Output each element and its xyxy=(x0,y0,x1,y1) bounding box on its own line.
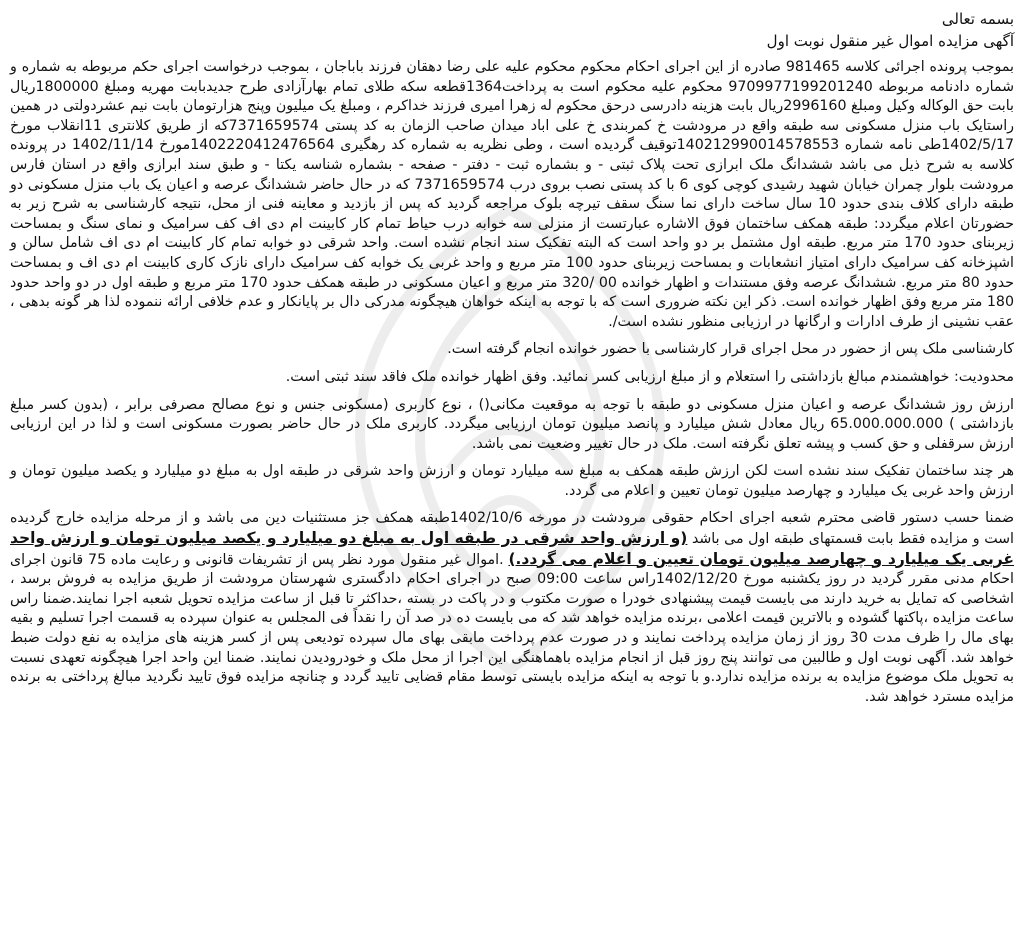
auction-terms-underlined: (و ارزش واحد شرقی در طبقه اول به مبلغ دو میلیارد و یکصد میلیون تومان و ارزش واحد غربی یک میلیارد و چهارصد میلیون تومان تعیین و اعلام می گردد.) xyxy=(10,529,1014,568)
auction-terms-paragraph xyxy=(10,509,1014,707)
expert-visit-paragraph: کارشناسی ملک پس از حضور در محل اجرای قرار کارشناسی با حضور خوانده انجام گرفته است. xyxy=(447,341,1014,358)
case-details-paragraph: بموجب پرونده اجرائی کلاسه 981465 صادره از این اجرای احکام محکوم محکوم علیه علی رضا دهقان فرزند باباجان ، بموجب درخواست اجرای حکم مربوطه به شماره و شماره دادنامه مربوطه 9709977199201240 محکوم علیه محکوم است به پرداخت1364قطعه سکه طلای تمام بهارآزادی طرح جدیدبابت مهریه ومبلغ 1800000ریال بابت حق الوکاله وکیل ومبلغ 2996160ریال بابت هزینه دادرسی درحق محکوم له زهرا امیری فرزند خداکرم ، ومبلغ یک میلیون وپنج هزارتومان بابت نیم عشردولتی در همین راستایک باب منزل مسکونی سه طبقه واقع در مرودشت خ کمربندی خ علی اباد میدان صاحب الزمان به کد پستی 7371659574که از طریق کلانتری 11انقلاب مورخ 1402/5/17طی نامه شماره 140212990014578553توقیف گردیده است ، وطی نظریه به شماره کد رهگیری 140222041247656‌4مورخ 1402/11/14 در پرونده کلاسه به شرح ذیل می باشد ششدانگ ملک ابرازی تحت پلاک ثبتی - و بشماره ثبت - دفتر - صفحه - بشماره شناسه یکتا - و طبق سند ابرازی واقع در استان فارس مرودشت بلوار چمران خیابان شهید رشیدی کوچی کوی 6 با کد پستی نصب بروی درب 7371659574 که در حال حاضر ششدانگ عرصه و اعیان یک باب منزل مسکونی دو طبقه دارای کلاف بندی حدود 10 سال ساخت دارای نما سنگ سقف تیرچه بلوک مراجعه گردید که پس از بازدید و معاینه فنی از محل، نتیجه کارشناسی به شرح زیر به حضورتان اعلام میگردد: طبقه همکف ساختمان فوق الاشاره عبارتست از منزلی سه خوابه درب حیاط تمام کار کابینت ام دی اف کف سرامیک و نمای سنگ و بمساحت زیربنای حدود 170 متر مربع. طبقه اول مشتمل بر دو واحد است که البته تفکیک سند انجام نشده است. واحد شرقی دو خوابه تمام کار کابینت ام دی اف شامل سالن و اشپزخانه کف سرامیک دارای امتیاز انشعابات و بمساحت زیربنای حدود 100 متر مربع و واحد غربی یک خوابه کف سرامیک دارای نازک کاری کابینت ام دی اف و بمساحت حدود 80 متر مربع. ششدانگ عرصه وفق مستندات و اظهار خوانده 00 /320 متر مربع و اعیان مسکونی در طبقه همکف حدود 170 متر مربع و طبقه اول در دو واحد حدود 180 متر مربع وفق اظهار خوانده است. ذکر این نکته ضروری است که با توجه به اینکه خواهان هیچگونه مدرکی دال بر پایانکار و عدم خلافی ارائه ننموده لذا هر گونه بدهی ، عقب نشینی از طرف ادارات و ارگانها در ارزیابی منظور نشده است/. xyxy=(9,59,1015,330)
notice-title: آگهی مزایده اموال غیر منقول نوبت اول xyxy=(766,32,1014,50)
unit-values-paragraph: هر چند ساختمان تفکیک سند نشده است لکن ارزش طبقه همکف به مبلغ سه میلیارد تومان و ارزش واحد شرقی در طبقه اول به مبلغ دو میلیارد و یکصد میلیون تومان و ارزش واحد غربی یک میلیارد و چهارصد میلیون تومان تعیین و اعلام می گردد. xyxy=(10,463,1014,499)
notice-invocation: بسمه تعالی xyxy=(941,10,1014,28)
valuation-paragraph: ارزش روز ششدانگ عرصه و اعیان منزل مسکونی دو طبقه با توجه به موقعیت مکانی() ، نوع کاربری (مسکونی جنس و نوع مصالح مصرفی برابر ، (بدون کسر مبلغ بازداشتی ) 65.000.000.000 ریال معادل شش میلیارد و پانصد میلیون تومان ارزیابی میگردد. کاربری ملک در حال حاضر بصورت مسکونی است و لذا در این ارزیابی ارزش سرقفلی و حق کسب و پیشه تعلق نگرفته است. ملک در حال تغییر وضعیت نمی باشد. xyxy=(10,396,1014,452)
auction-terms-rest: .اموال غیر منقول مورد نظر پس از تشریفات قانونی و رعایت ماده 75 قانون اجرای احکام مدنی مقرر گردید در روز یکشنبه مورخ 1402/12/20راس ساعت 09:00 صبح در اجرای احکام دادگستری شهرستان مرودشت از طریق مزایده به فروش برسد ، اشخاصی که تمایل به خرید دارند می بایست قیمت پیشنهادی خودرا ه صورت مکتوب و در پاکت در بسته ،حداکثر تا قبل از ساعت مزایده تحویل شعبه اجرا نمایند.ضمنا راس ساعت مزایده ،پاکتها گشوده و بالاترین قیمت اعلامی ،برنده مزایده خواهد شد که می بایست ده در صد آن را نقداً فی المجلس به عنوان سپرده به قسمت اجرا تسلیم و بقیه بهای مال را ظرف مدت 30 روز از زمان مزایده پرداخت نمایند و در صورت عدم پرداخت مابقی بهای مال سپرده تودیعی پس از کسر هزینه های مزایده به نفع دولت ضبط خواهد شد. آگهی نوبت اول و طالبین می توانند پنج روز قبل از انجام مزایده باهماهنگی این اجرا از محل ملک و خودرودیدن نمایند. ضمنا این واحد اجرا هیچگونه تعهدی نسبت به تحویل ملک موضوع مزایده به برنده مزایده ندارد.و با توجه به اینکه مزایده بایستی توسط مقام قضایی تایید گردد و چنانچه مزایده فوق تایید نگردید مبالغ پرداختی به برنده مزایده مسترد خواهد شد. xyxy=(10,551,1015,705)
restriction-paragraph: محدودیت: خواهشمندم مبالغ بازداشتی را استعلام و از مبلغ ارزیابی کسر نمائید. وفق اظهار خوانده ملک فاقد سند ثبتی است. xyxy=(285,368,1014,385)
auction-terms-intro: ضمنا حسب دستور قاضی محترم شعبه اجرای احکام حقوقی مرودشت در مورخه 1402/10/6طبقه همکف جز مستثنیات دین می باشد و از مرحله مزایده خارج گردیده است و مزایده فقط بابت قسمتهای طبقه اول می باشد xyxy=(10,510,1014,548)
